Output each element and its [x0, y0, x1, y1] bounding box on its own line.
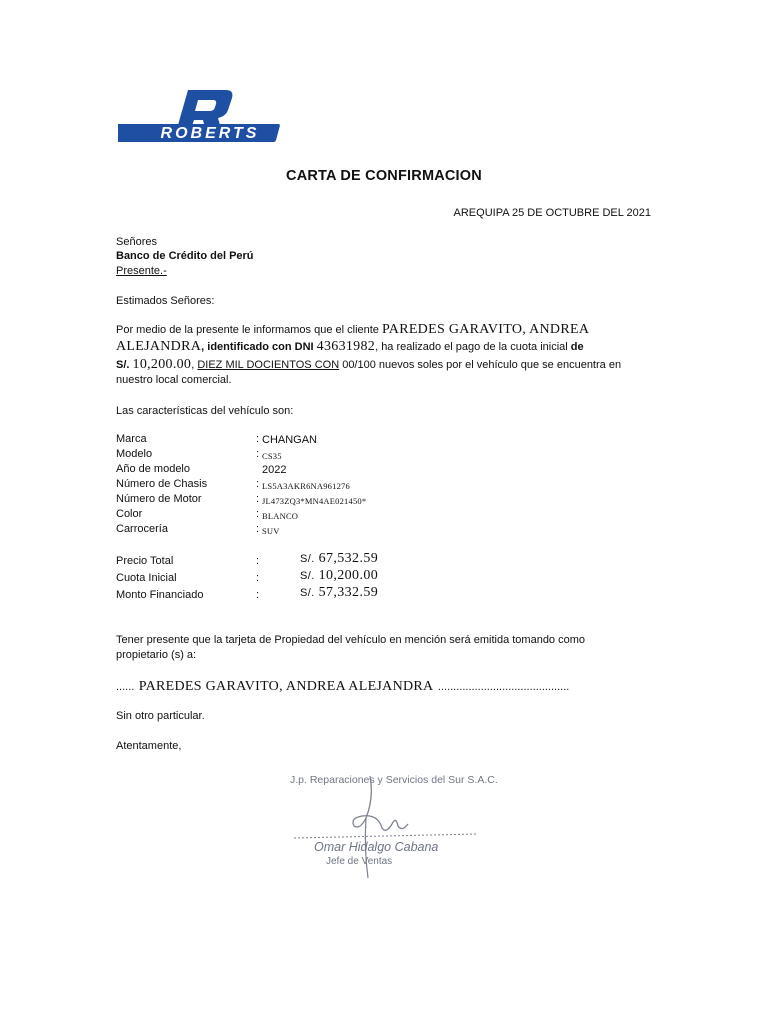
body-line-3 [116, 357, 621, 373]
separator: : [256, 433, 260, 445]
vehicle-value-chassis: LS5A3AKR6NA961276 [262, 481, 350, 491]
amount-in-words: DIEZ MIL DOCIENTOS CON [197, 359, 340, 371]
vehicle-value-model: CS35 [262, 451, 282, 461]
vehicle-intro: Las características del vehículo son: [116, 405, 294, 417]
separator: : [256, 478, 260, 490]
price-label-total: Precio Total [116, 555, 174, 567]
stamp-person: Omar Hidalgo Cabana [314, 840, 439, 854]
currency-symbol: S/. [300, 587, 315, 599]
stamp-company: J.p. Reparaciones y Servicios del Sur S.A.C. [290, 774, 498, 786]
separator: : [256, 523, 260, 535]
vehicle-value-brand: CHANGAN [262, 434, 318, 446]
vehicle-label-chassis: Número de Chasis [116, 478, 208, 490]
separator: : [256, 448, 260, 460]
body-line-1 [116, 322, 589, 338]
closing-text: Sin otro particular. [116, 710, 205, 722]
vehicle-value-color: BLANCO [262, 511, 299, 521]
de-text: de [570, 341, 584, 353]
currency-symbol: S/. [300, 570, 315, 582]
amount-comma: , [191, 359, 198, 371]
signature-stamp [270, 768, 498, 888]
price-value-total [300, 551, 378, 567]
price-value-initial [300, 568, 378, 584]
owner-note-line-2: propietario (s) a: [116, 649, 197, 661]
owner-lead-dots: ...... [116, 681, 135, 693]
currency-symbol: S/. [300, 553, 315, 565]
body-line-4: nuestro local comercial. [116, 374, 232, 386]
vehicle-label-year: Año de modelo [116, 463, 190, 475]
document-title: CARTA DE CONFIRMACION [286, 168, 482, 184]
vehicle-value-engine: JL473ZQ3*MN4AE021450* [262, 496, 367, 506]
separator: : [256, 493, 260, 505]
price-label-initial: Cuota Inicial [116, 572, 177, 584]
document-date: AREQUIPA 25 DE OCTUBRE DEL 2021 [453, 207, 651, 219]
closing-salutation: Atentamente, [116, 740, 182, 752]
stamp-role: Jefe de Ventas [326, 856, 393, 867]
vehicle-label-model: Modelo [116, 448, 153, 460]
payment-currency: S/. [116, 359, 130, 371]
signature [270, 768, 490, 888]
price-value-financed [300, 585, 378, 601]
separator: : [256, 589, 260, 601]
body-intro: Por medio de la presente le informamos que el cliente [116, 324, 382, 336]
body-rest: 00/100 nuevos soles por el vehículo que se encuentra en [339, 359, 622, 371]
client-name-part-2: ALEJANDRA [116, 339, 202, 354]
recipient-presente: Presente.- [116, 265, 167, 277]
owner-trail-dots: ........................................... [437, 681, 570, 693]
vehicle-value-body: SUV [262, 526, 280, 536]
owner-note-line-1: Tener presente que la tarjeta de Propiedad del vehículo en mención será emitida tomando como [116, 634, 586, 646]
roberts-logo [118, 88, 294, 146]
owner-line [116, 677, 569, 695]
price-amount: 67,532.59 [318, 551, 379, 566]
payment-amount: 10,200.00 [132, 357, 192, 372]
recipient-bank: Banco de Crédito del Perú [116, 250, 254, 262]
separator: : [256, 508, 260, 520]
vehicle-label-brand: Marca [116, 433, 147, 445]
separator: : [256, 555, 260, 567]
client-dni: 43631982 [316, 339, 376, 354]
greeting: Estimados Señores: [116, 295, 215, 307]
identified-text: , identificado con DNI [201, 341, 317, 353]
vehicle-value-year: 2022 [262, 464, 287, 476]
vehicle-label-body: Carrocería [116, 523, 168, 535]
body-line-2 [116, 339, 584, 355]
separator: : [256, 572, 260, 584]
price-amount: 10,200.00 [318, 568, 379, 583]
price-amount: 57,332.59 [318, 585, 379, 600]
recipient-salutation: Señores [116, 236, 157, 248]
vehicle-label-engine: Número de Motor [116, 493, 202, 505]
client-name-part-1: PAREDES GARAVITO, ANDREA [381, 322, 590, 337]
logo-wordmark: ROBERTS [160, 125, 260, 142]
price-label-financed: Monto Financiado [116, 589, 204, 601]
vehicle-label-color: Color [116, 508, 143, 520]
payment-text: , ha realizado el pago de la cuota inicial [375, 341, 571, 353]
owner-name: PAREDES GARAVITO, ANDREA ALEJANDRA [138, 679, 434, 694]
